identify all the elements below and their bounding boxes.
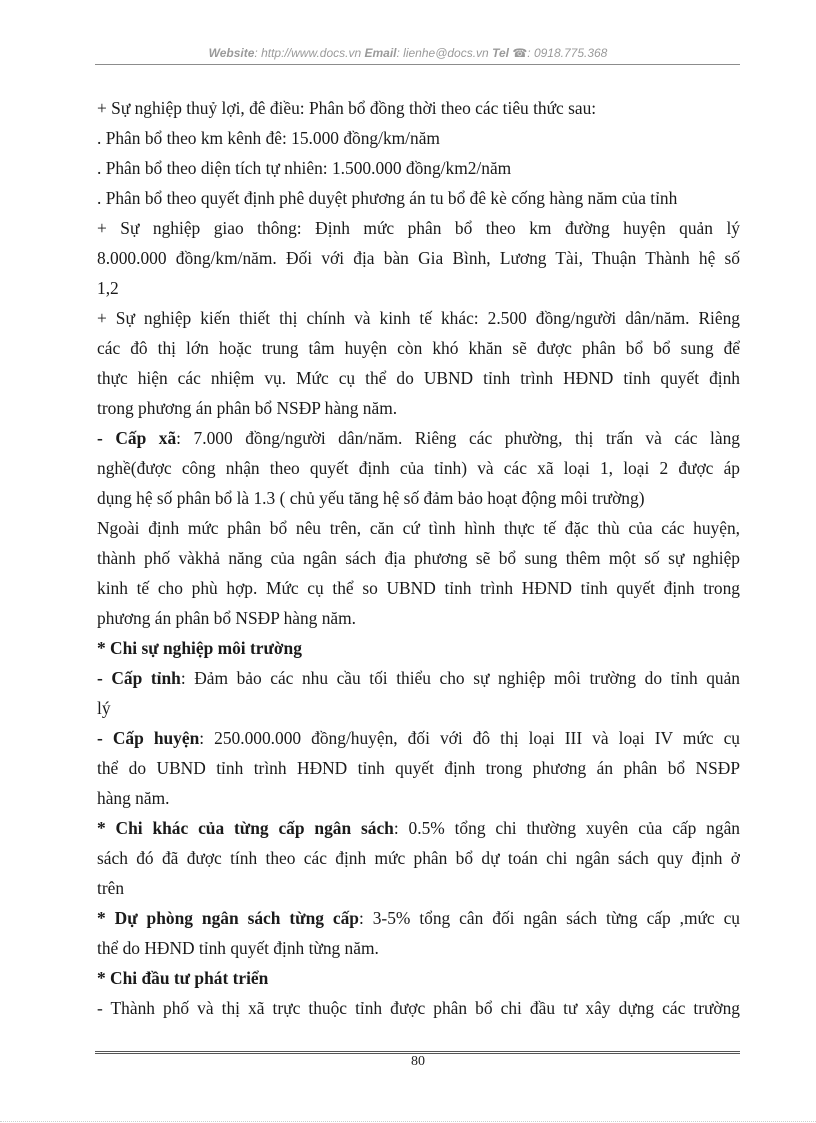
line-text: + Sự nghiệp kiến thiết thị chính và kinh tế khác: 2.500 đồng/người dân/năm. Riêng	[97, 308, 740, 328]
text-line	[97, 183, 740, 213]
line-text: + Sự nghiệp thuỷ lợi, đê điều: Phân bổ đồng thời theo các tiêu thức sau:	[97, 98, 597, 118]
text-line	[97, 993, 740, 1023]
line-text: thực hiện các nhiệm vụ. Mức cụ thể do UBND tỉnh trình HĐND tỉnh quyết định	[97, 368, 740, 388]
text-line	[97, 873, 740, 903]
line-text: . Phân bổ theo diện tích tự nhiên: 1.500.000 đồng/km2/năm	[97, 158, 512, 178]
page-number: 80	[411, 1054, 425, 1069]
text-line	[97, 843, 740, 873]
text-line	[97, 513, 740, 543]
text-line	[97, 423, 740, 453]
text-line	[97, 453, 740, 483]
line-text: hàng năm.	[97, 788, 170, 808]
text-line	[97, 753, 740, 783]
text-line	[97, 603, 740, 633]
line-text: 8.000.000 đồng/km/năm. Đối với địa bàn Gia Bình, Lương Tài, Thuận Thành hệ số	[97, 248, 740, 268]
line-text: thể do HĐND tỉnh quyết định từng năm.	[97, 938, 379, 958]
text-line	[97, 903, 740, 933]
text-line	[97, 93, 740, 123]
text-line	[97, 633, 740, 663]
phone-icon: ☎	[512, 46, 528, 60]
line-text: : 250.000.000 đồng/huyện, đối với đô thị loại III và loại IV mức cụ	[199, 728, 740, 748]
bold-lead: - Cấp tỉnh	[97, 668, 181, 688]
bold-lead: * Chi khác của từng cấp ngân sách	[97, 818, 394, 838]
line-text: : 3-5% tổng cân đối ngân sách từng cấp ,mức cụ	[358, 908, 740, 928]
website-label: Website	[208, 46, 255, 60]
text-line	[97, 333, 740, 363]
text-line	[97, 783, 740, 813]
website-value: : http://www.docs.vn	[254, 46, 362, 60]
line-text: thành phố vàkhả năng của ngân sách địa phương sẽ bổ sung thêm một số sự nghiệp	[97, 548, 740, 568]
tel-value: : 0918.775.368	[527, 46, 608, 60]
tel-label: Tel	[492, 46, 509, 60]
line-text: thể do UBND tỉnh trình HĐND tỉnh quyết định trong phương án phân bổ NSĐP	[97, 758, 740, 778]
email-label: Email	[364, 46, 397, 60]
page-header	[0, 46, 816, 60]
text-line	[97, 213, 740, 243]
line-text: 1,2	[97, 278, 119, 298]
text-line	[97, 963, 740, 993]
header-rule	[95, 64, 740, 65]
text-line	[97, 303, 740, 333]
email-value: : lienhe@docs.vn	[396, 46, 489, 60]
page-bottom-border	[0, 1121, 816, 1122]
text-line	[97, 273, 740, 303]
line-text: lý	[97, 698, 111, 718]
line-text: các đô thị lớn hoặc trung tâm huyện còn khó khăn sẽ được phân bổ bổ sung để	[97, 338, 740, 358]
bold-lead: * Chi sự nghiệp môi trường	[97, 638, 302, 658]
line-text: : Đảm bảo các nhu cầu tối thiểu cho sự nghiệp môi trường do tỉnh quản	[180, 668, 740, 688]
text-line	[97, 723, 740, 753]
text-line	[97, 123, 740, 153]
line-text: nghề(được công nhận theo quyết định của tỉnh) và các xã loại 1, loại 2 được áp	[97, 458, 740, 478]
text-line	[97, 393, 740, 423]
bold-lead: - Cấp xã	[97, 428, 177, 448]
line-text: dụng hệ số phân bổ là 1.3 ( chủ yếu tăng hệ số đảm bảo hoạt động môi trường)	[97, 488, 645, 508]
line-text: trong phương án phân bổ NSĐP hàng năm.	[97, 398, 398, 418]
text-line	[97, 663, 740, 693]
document-body	[97, 93, 740, 1023]
text-line	[97, 483, 740, 513]
bold-lead: * Chi đầu tư phát triển	[97, 968, 269, 988]
line-text: . Phân bổ theo quyết định phê duyệt phương án tu bổ đê kè cống hàng năm của tỉnh	[97, 188, 678, 208]
line-text: sách đó đã được tính theo các định mức phân bổ dự toán chi ngân sách quy định ở	[97, 848, 740, 868]
text-line	[97, 153, 740, 183]
text-line	[97, 363, 740, 393]
line-text: kinh tế cho phù hợp. Mức cụ thể so UBND tỉnh trình HĐND tỉnh quyết định trong	[97, 578, 740, 598]
text-line	[97, 693, 740, 723]
bold-lead: * Dự phòng ngân sách từng cấp	[97, 908, 359, 928]
text-line	[97, 573, 740, 603]
line-text: : 0.5% tổng chi thường xuyên của cấp ngân	[393, 818, 740, 838]
text-line	[97, 813, 740, 843]
text-line	[97, 543, 740, 573]
text-line	[97, 243, 740, 273]
line-text: : 7.000 đồng/người dân/năm. Riêng các phường, thị trấn và các làng	[176, 428, 740, 448]
line-text: Ngoài định mức phân bổ nêu trên, căn cứ tình hình thực tế đặc thù của các huyện,	[97, 518, 740, 538]
bold-lead: - Cấp huyện	[97, 728, 200, 748]
line-text: + Sự nghiệp giao thông: Định mức phân bổ theo km đường huyện quản lý	[97, 218, 740, 238]
text-line	[97, 933, 740, 963]
line-text: trên	[97, 878, 125, 898]
line-text: phương án phân bổ NSĐP hàng năm.	[97, 608, 357, 628]
line-text: - Thành phố và thị xã trực thuộc tỉnh được phân bổ chi đầu tư xây dựng các trường	[97, 998, 740, 1018]
line-text: . Phân bổ theo km kênh đê: 15.000 đồng/km/năm	[97, 128, 440, 148]
